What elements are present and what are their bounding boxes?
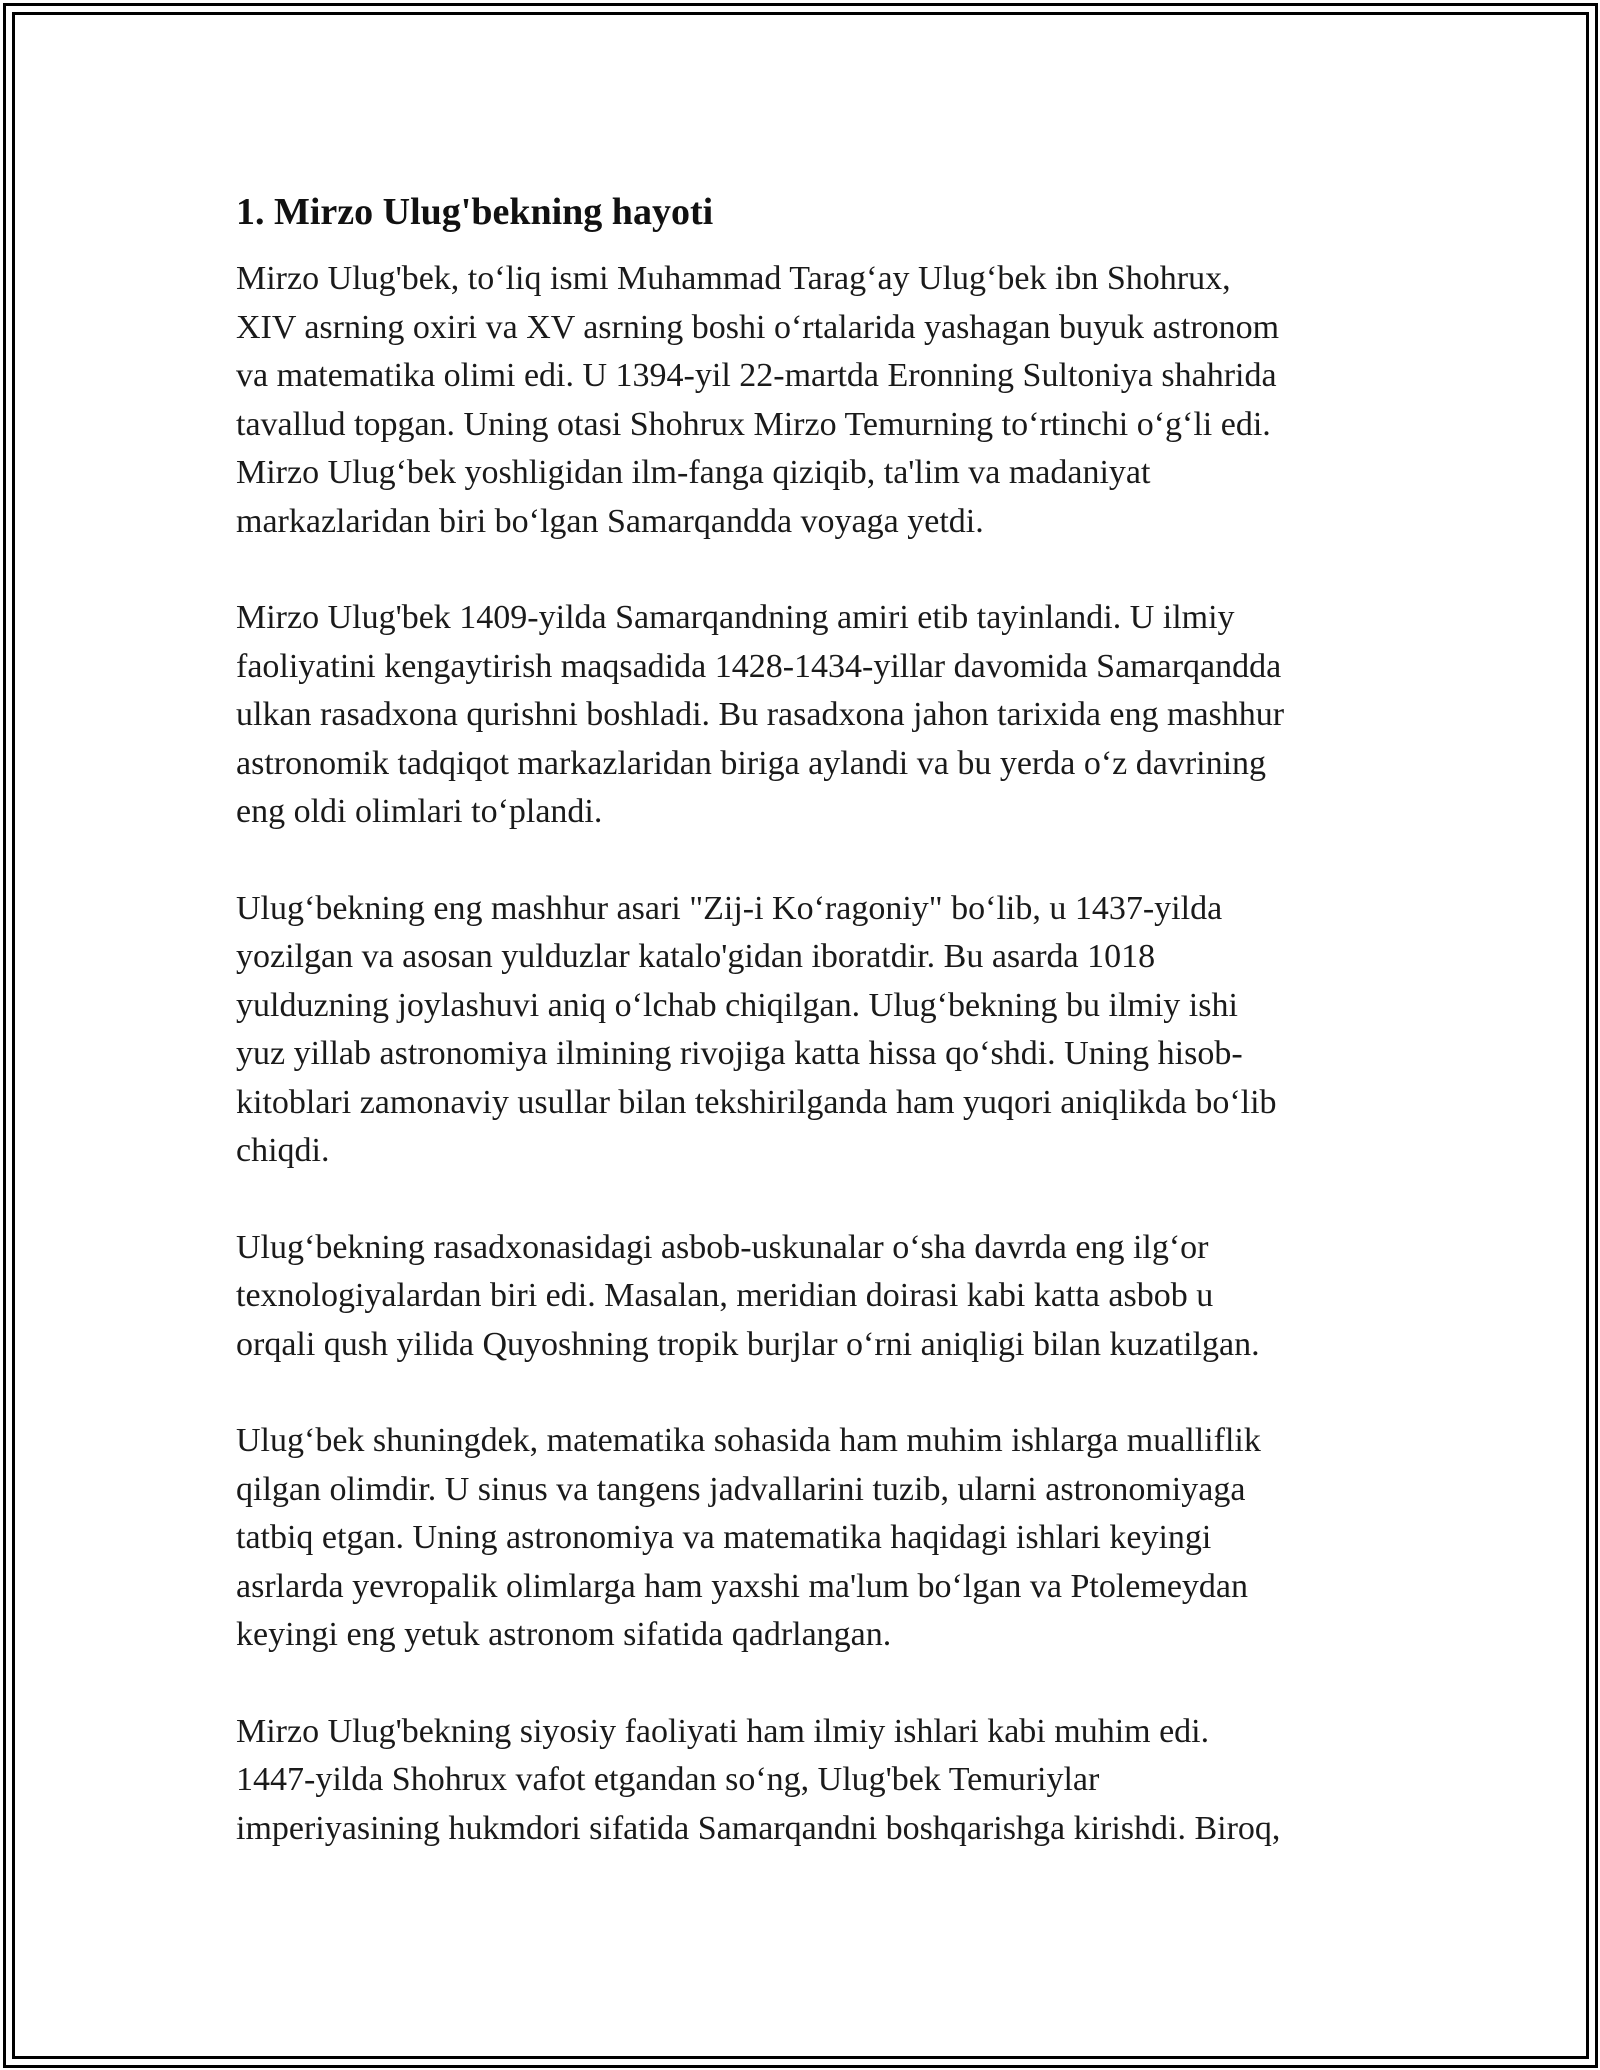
paragraph-6 (236, 1708, 1376, 1854)
paragraph-line: texnologiyalardan biri edi. Masalan, meridian doirasi kabi katta asbob u (236, 1277, 1214, 1314)
paragraph-line: Mirzo Ulug'bek 1409-yilda Samarqandning amiri etib tayinlandi. U ilmiy (236, 599, 1235, 636)
paragraph-line: keyingi eng yetuk astronom sifatida qadrlangan. (236, 1616, 892, 1653)
paragraph-line: va matematika olimi edi. U 1394-yil 22-martda Eronning Sultoniya shahrida (236, 357, 1277, 394)
paragraph-line: Mirzo Ulug'bekning siyosiy faoliyati ham ilmiy ishlari kabi muhim edi. (236, 1712, 1210, 1750)
paragraph-line: orqali qush yilida Quyoshning tropik burjlar o‘rni aniqligi bilan kuzatilgan. (236, 1325, 1260, 1363)
paragraph-line: kitoblari zamonaviy usullar bilan tekshirilganda ham yuqori aniqlikda bo‘lib (236, 1083, 1277, 1121)
paragraph-5 (236, 1417, 1376, 1660)
section-heading: 1. Mirzo Ulug'bekning hayoti (236, 191, 714, 233)
paragraph-line: yulduzning joylashuvi aniq o‘lchab chiqilgan. Ulug‘bekning bu ilmiy ishi (236, 986, 1238, 1024)
paragraph-line: yozilgan va asosan yulduzlar katalo'gidan iboratdir. Bu asarda 1018 (236, 938, 1156, 975)
paragraph-line: astronomik tadqiqot markazlaridan biriga aylandi va bu yerda o‘z davrining (236, 744, 1267, 782)
paragraph-line: XIV asrning oxiri va XV asrning boshi o‘rtalarida yashagan buyuk astronom (236, 308, 1280, 346)
paragraph-line: qilgan olimdir. U sinus va tangens jadvallarini tuzib, ularni astronomiyaga (236, 1470, 1246, 1508)
paragraph-line: chiqdi. (236, 1132, 330, 1169)
paragraph-line: Mirzo Ulug'bek, to‘liq ismi Muhammad Tarag‘ay Ulug‘bek ibn Shohrux, (236, 260, 1231, 297)
paragraph-2 (236, 594, 1376, 837)
paragraph-line: 1447-yilda Shohrux vafot etgandan so‘ng, Ulug'bek Temuriylar (236, 1761, 1100, 1798)
paragraph-line: markazlaridan biri bo‘lgan Samarqandda voyaga yetdi. (236, 502, 984, 540)
paragraph-line: ulkan rasadxona qurishni boshladi. Bu rasadxona jahon tarixida eng mashhur (236, 696, 1285, 733)
paragraph-line: Ulug‘bekning eng mashhur asari "Zij-i Ko‘ragoniy" bo‘lib, u 1437-yilda (236, 889, 1223, 927)
paragraph-line: Ulug‘bek shuningdek, matematika sohasida ham muhim ishlarga mualliflik (236, 1422, 1261, 1459)
paragraph-line: tavallud topgan. Uning otasi Shohrux Mirzo Temurning to‘rtinchi o‘g‘li edi. (236, 405, 1271, 443)
document-body (236, 186, 1376, 1853)
paragraph-1 (236, 255, 1376, 546)
paragraph-line: yuz yillab astronomiya ilmining rivojiga katta hissa qo‘shdi. Uning hisob- (236, 1035, 1243, 1072)
paragraph-4 (236, 1224, 1376, 1370)
paragraph-line: tatbiq etgan. Uning astronomiya va matematika haqidagi ishlari keyingi (236, 1519, 1212, 1556)
paragraph-line: Mirzo Ulug‘bek yoshligidan ilm-fanga qiziqib, ta'lim va madaniyat (236, 454, 1151, 491)
paragraph-line: Ulug‘bekning rasadxonasidagi asbob-uskunalar o‘sha davrda eng ilg‘or (236, 1228, 1209, 1266)
paragraph-line: imperiyasining hukmdori sifatida Samarqandni boshqarishga kirishdi. Biroq, (236, 1809, 1281, 1847)
paragraph-3 (236, 885, 1376, 1176)
paragraph-line: asrlarda yevropalik olimlarga ham yaxshi ma'lum bo‘lgan va Ptolemeydan (236, 1567, 1248, 1605)
paragraph-line: faoliyatini kengaytirish maqsadida 1428-1434-yillar davomida Samarqandda (236, 647, 1282, 685)
paragraph-line: eng oldi olimlari to‘plandi. (236, 793, 603, 830)
